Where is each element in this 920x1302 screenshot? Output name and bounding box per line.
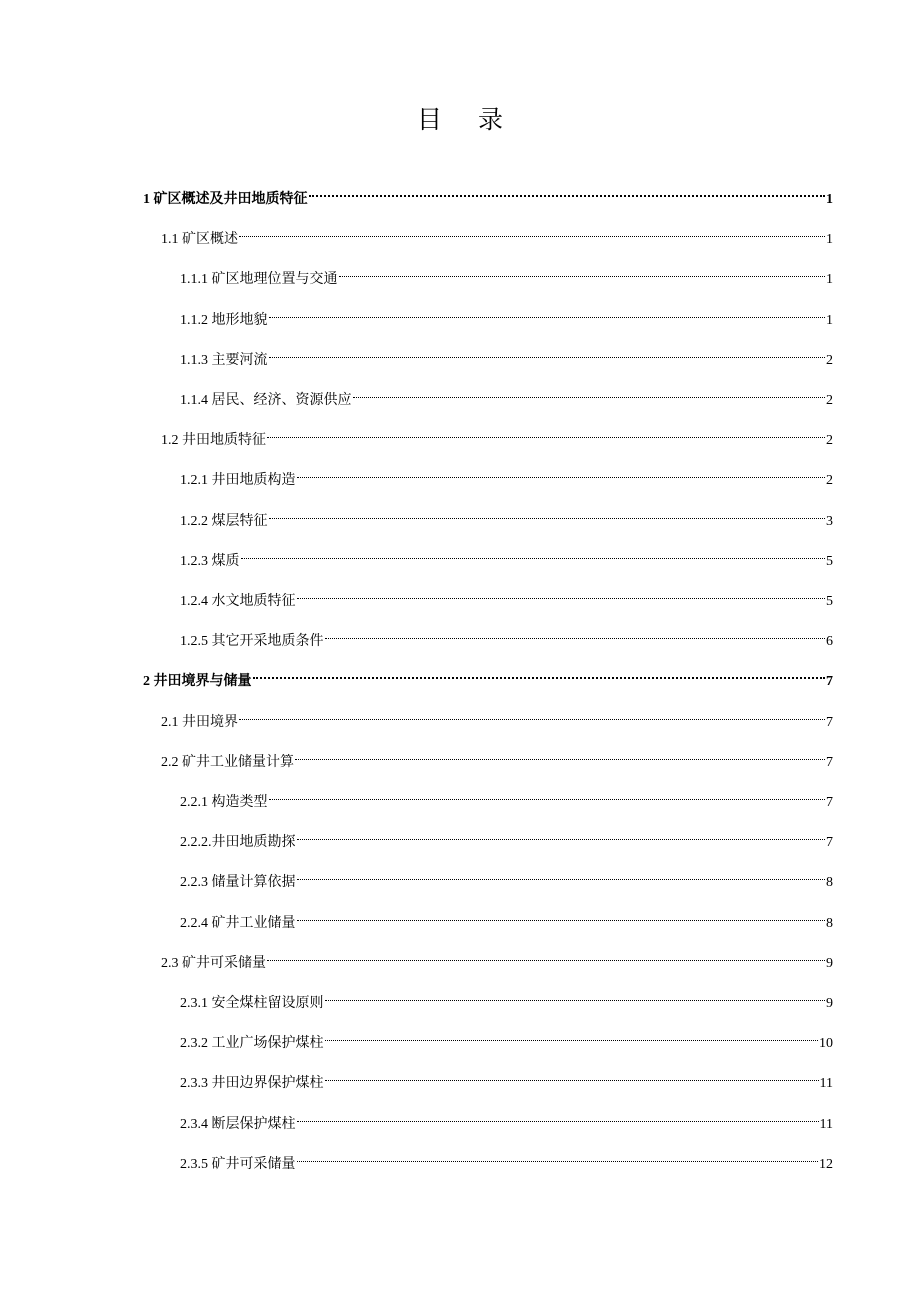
toc-entry-page-number: 2: [826, 473, 833, 489]
toc-entry-label: 1.1 矿区概述: [161, 232, 238, 248]
toc-entry-label: 2.3 矿井可采储量: [161, 955, 266, 971]
toc-entry[interactable]: [180, 583, 833, 609]
toc-leader-dots: [353, 382, 826, 404]
toc-leader-dots: [269, 302, 826, 324]
toc-leader-dots: [297, 905, 826, 927]
toc-entry-page-number: 3: [826, 513, 833, 529]
toc-entry-label: 1.2 井田地质特征: [161, 433, 266, 449]
toc-entry[interactable]: [143, 663, 833, 690]
toc-leader-dots: [239, 704, 825, 726]
toc-leader-dots: [239, 221, 825, 243]
toc-leader-dots: [297, 864, 826, 886]
toc-entry-page-number: 1: [826, 272, 833, 288]
toc-entry[interactable]: [180, 382, 833, 408]
toc-leader-dots: [297, 583, 826, 605]
toc-leader-dots: [253, 663, 826, 685]
toc-leader-dots: [309, 181, 826, 203]
toc-leader-dots: [325, 985, 826, 1007]
toc-entry-label: 1.2.5 其它开采地质条件: [180, 634, 324, 650]
toc-entry-label: 2.3.2 工业广场保护煤柱: [180, 1036, 324, 1052]
toc-entry-label: 1.1.4 居民、经济、资源供应: [180, 393, 352, 408]
toc-entry[interactable]: [180, 824, 833, 851]
toc-entry-page-number: 9: [826, 955, 833, 971]
toc-entry-page-number: 7: [826, 754, 833, 770]
toc-entry-page-number: 11: [819, 1116, 833, 1132]
toc-leader-dots: [325, 623, 826, 645]
toc-title: 目 录: [417, 105, 517, 134]
toc-entry[interactable]: [180, 1106, 833, 1132]
toc-entry[interactable]: [161, 945, 833, 971]
toc-entry-page-number: 7: [826, 795, 833, 810]
toc-leader-dots: [297, 1146, 819, 1168]
toc-entry-label: 1.1.1 矿区地理位置与交通: [180, 272, 338, 288]
toc-entry[interactable]: [180, 985, 833, 1011]
toc-leader-dots: [269, 503, 826, 525]
toc-entry-label: 1.2.4 水文地质特征: [180, 594, 296, 609]
toc-entry-page-number: 7: [826, 674, 833, 690]
toc-leader-dots: [297, 462, 826, 484]
toc-entry-label: 1.2.2 煤层特征: [180, 513, 268, 529]
toc-entry-page-number: 12: [819, 1156, 833, 1172]
toc-leader-dots: [297, 824, 826, 846]
toc-leader-dots: [269, 342, 826, 364]
toc-entry[interactable]: [180, 905, 833, 931]
toc-entry[interactable]: [180, 261, 833, 288]
toc-entry-label: 2.2.4 矿井工业储量: [180, 915, 296, 931]
toc-entry-page-number: 2: [826, 393, 833, 408]
toc-leader-dots: [325, 1025, 819, 1047]
toc-leader-dots: [267, 422, 825, 444]
toc-entry[interactable]: [161, 221, 833, 248]
toc-entry-page-number: 8: [826, 875, 833, 891]
toc-entry[interactable]: [180, 1146, 833, 1172]
toc-leader-dots: [269, 784, 826, 806]
toc-entry-label: 2.3.5 矿井可采储量: [180, 1156, 296, 1172]
toc-entry[interactable]: [143, 181, 833, 207]
toc-entry-page-number: 11: [819, 1076, 833, 1092]
toc-entry-label: 1.1.2 地形地貌: [180, 312, 268, 328]
toc-entry-page-number: 6: [826, 634, 833, 650]
toc-entry-label: 1.1.3 主要河流: [180, 352, 268, 368]
toc-entry-label: 1.2.3 煤质: [180, 553, 240, 569]
toc-leader-dots: [339, 261, 826, 283]
toc-entry-label: 2.2 矿井工业储量计算: [161, 754, 294, 770]
toc-entry-label: 2.3.1 安全煤柱留设原则: [180, 996, 324, 1011]
toc-entry-label: 1 矿区概述及井田地质特征: [143, 192, 308, 207]
toc-entry[interactable]: [180, 864, 833, 891]
toc-entry[interactable]: [180, 302, 833, 328]
toc-entry-page-number: 2: [826, 433, 833, 449]
toc-entry-label: 2.2.1 构造类型: [180, 795, 268, 810]
toc-entry[interactable]: [180, 503, 833, 529]
toc-entry-page-number: 9: [826, 996, 833, 1011]
toc-entry[interactable]: [161, 704, 833, 730]
toc-entry-page-number: 8: [826, 915, 833, 931]
toc-entry-page-number: 5: [826, 553, 833, 569]
toc-entry-page-number: 1: [826, 232, 833, 248]
toc-entry[interactable]: [180, 462, 833, 489]
toc-leader-dots: [297, 1106, 819, 1128]
toc-entry[interactable]: [161, 744, 833, 770]
toc-entry-page-number: 5: [826, 594, 833, 609]
toc-entry[interactable]: [180, 1025, 833, 1052]
toc-entry-page-number: 1: [826, 312, 833, 328]
toc-entry[interactable]: [180, 342, 833, 368]
toc-entry-page-number: 2: [826, 352, 833, 368]
toc-entry-label: 1.2.1 井田地质构造: [180, 473, 296, 489]
toc-entry-page-number: 10: [819, 1036, 833, 1052]
toc-entry-label: 2.3.3 井田边界保护煤柱: [180, 1076, 324, 1092]
toc-entry-page-number: 7: [826, 714, 833, 730]
toc-entry-label: 2.2.3 储量计算依据: [180, 875, 296, 891]
toc-entry-label: 2 井田境界与储量: [143, 674, 252, 690]
toc-leader-dots: [267, 945, 825, 967]
toc-leader-dots: [325, 1065, 819, 1087]
toc-entry[interactable]: [180, 1065, 833, 1092]
toc-entry-label: 2.1 井田境界: [161, 714, 238, 730]
toc-entry-label: 2.2.2.井田地质勘探: [180, 835, 296, 851]
toc-leader-dots: [241, 543, 826, 565]
toc-entry[interactable]: [180, 623, 833, 650]
toc-entry-label: 2.3.4 断层保护煤柱: [180, 1116, 296, 1132]
toc-entry[interactable]: [161, 422, 833, 449]
toc-entry[interactable]: [180, 784, 833, 810]
toc-entry-page-number: 1: [826, 192, 833, 207]
toc-leader-dots: [295, 744, 825, 766]
toc-entry[interactable]: [180, 543, 833, 569]
toc-entry-page-number: 7: [826, 835, 833, 851]
